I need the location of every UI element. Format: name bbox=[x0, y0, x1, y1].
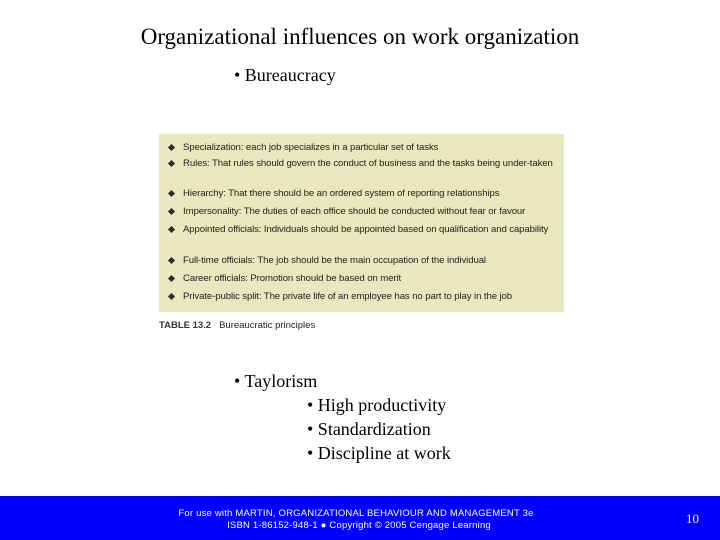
footer-line-1: For use with MARTIN, ORGANIZATIONAL BEHAVIOUR AND MANAGEMENT 3e bbox=[178, 508, 534, 519]
table-caption-label: TABLE 13.2 bbox=[159, 320, 212, 331]
table-row-text: Hierarchy: That there should be an ordered system of reporting relationships bbox=[183, 188, 500, 199]
taylorism-point: • Standardization bbox=[307, 419, 431, 439]
page-number: 10 bbox=[686, 511, 699, 526]
slide-title: Organizational influences on work organization bbox=[140, 24, 580, 49]
table-row-text: Specialization: each job specializes in a particular set of tasks bbox=[183, 142, 439, 153]
table-row-text: Full-time officials: The job should be the main occupation of the individual bbox=[183, 255, 486, 266]
footer-bar bbox=[0, 496, 720, 540]
diamond-bullet-icon bbox=[168, 190, 175, 197]
diamond-bullet-icon bbox=[168, 293, 175, 300]
table-row-text: Appointed officials: Individuals should be appointed based on qualification and capability bbox=[183, 224, 549, 235]
table-caption bbox=[159, 320, 315, 331]
table-row-text: Rules: That rules should govern the conduct of business and the tasks being under-taken bbox=[183, 158, 553, 169]
diamond-bullet-icon bbox=[168, 275, 175, 282]
diamond-bullet-icon bbox=[168, 257, 175, 264]
table-row-text: Career officials: Promotion should be based on merit bbox=[183, 273, 402, 284]
diamond-bullet-icon bbox=[168, 208, 175, 215]
bureaucratic-principles-table bbox=[159, 134, 564, 312]
bullet-bureaucracy: • Bureaucracy bbox=[234, 65, 336, 85]
footer-line-2: ISBN 1-86152-948-1 ● Copyright © 2005 Cengage Learning bbox=[227, 520, 491, 531]
table-row-text: Impersonality: The duties of each office should be conducted without fear or favour bbox=[183, 206, 526, 217]
taylorism-point: • High productivity bbox=[307, 395, 447, 415]
bullet-taylorism: • Taylorism bbox=[234, 371, 318, 391]
taylorism-point: • Discipline at work bbox=[307, 443, 451, 463]
table-caption-text: Bureaucratic principles bbox=[219, 320, 316, 331]
diamond-bullet-icon bbox=[168, 144, 175, 151]
table-row-text: Private-public split: The private life of an employee has no part to play in the job bbox=[183, 291, 512, 302]
diamond-bullet-icon bbox=[168, 160, 175, 167]
diamond-bullet-icon bbox=[168, 226, 175, 233]
